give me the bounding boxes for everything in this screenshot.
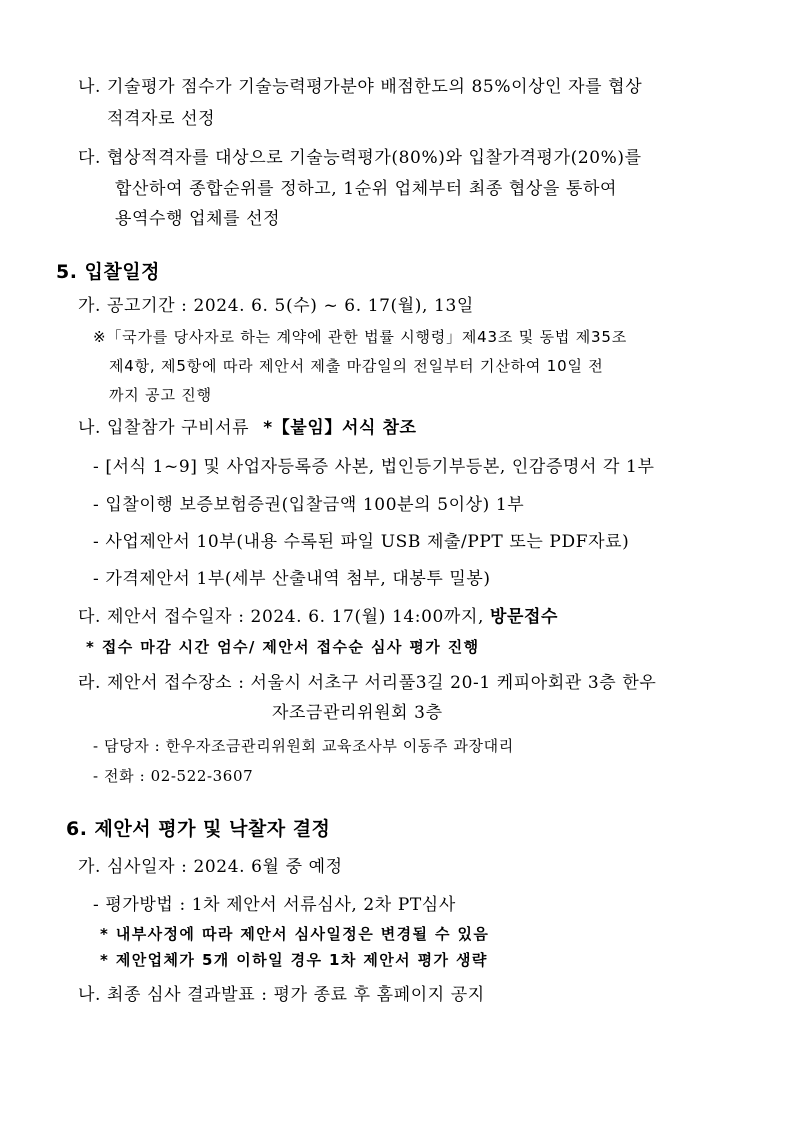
section5-na-ref: *【붙임】서식 참조 — [263, 418, 417, 438]
section5-da-note: * 접수 마감 시간 엄수/ 제안서 접수순 심사 평가 진행 — [86, 638, 480, 656]
section4-na-line2: 적격자로 선정 — [107, 109, 216, 129]
section5-heading: 5. 입찰일정 — [56, 261, 160, 283]
section5-ga-note-line1: ※「국가를 당사자로 하는 계약에 관한 법률 시행령」제43조 및 동법 제35조 — [93, 328, 627, 346]
section6-heading: 6. 제안서 평가 및 낙찰자 결정 — [66, 818, 331, 840]
section4-da-line2: 합산하여 종합순위를 정하고, 1순위 업체부터 최종 협상을 통하여 — [115, 179, 618, 199]
section4-da-line1: 다. 협상적격자를 대상으로 기술능력평가(80%)와 입찰가격평가(20%)를 — [78, 148, 642, 168]
section5-contact: - 담당자 : 한우자조금관리위원회 교육조사부 이동주 과장대리 — [93, 737, 514, 755]
section5-ra-line1: 라. 제안서 접수장소 : 서울시 서초구 서리풀3길 20-1 케피아회관 3층 한우 — [78, 673, 657, 693]
section5-doc-1: - [서식 1~9] 및 사업자등록증 사본, 법인등기부등본, 인감증명서 각 1부 — [93, 457, 655, 477]
section6-ga: 가. 심사일자 : 2024. 6월 중 예정 — [78, 857, 343, 877]
section5-na-label: 나. 입찰참가 구비서류 — [78, 418, 256, 438]
section6-note-2: * 제안업체가 5개 이하일 경우 1차 제안서 평가 생략 — [100, 951, 488, 969]
section5-ga-note-line2: 제4항, 제5항에 따라 제안서 제출 마감일의 전일부터 기산하여 10일 전 — [109, 357, 604, 375]
section4-da-line3: 용역수행 업체를 선정 — [115, 209, 281, 229]
section5-doc-3: - 사업제안서 10부(내용 수록된 파일 USB 제출/PPT 또는 PDF자료) — [93, 532, 630, 552]
section4-na-line1: 나. 기술평가 점수가 기술능력평가분야 배점한도의 85%이상인 자를 협상 — [78, 77, 643, 97]
section5-ga-note-line3: 까지 공고 진행 — [109, 386, 212, 404]
section5-da-bold: 방문접수 — [489, 607, 559, 627]
section5-na-line — [78, 417, 417, 439]
section6-method: - 평가방법 : 1차 제안서 서류심사, 2차 PT심사 — [93, 895, 456, 915]
section5-doc-2: - 입찰이행 보증보험증권(입찰금액 100분의 5이상) 1부 — [93, 495, 525, 515]
section6-na: 나. 최종 심사 결과발표 : 평가 종료 후 홈페이지 공지 — [78, 985, 485, 1005]
section5-da-label: 다. 제안서 접수일자 : 2024. 6. 17(월) 14:00까지, — [78, 607, 490, 627]
section5-phone: - 전화 : 02-522-3607 — [93, 767, 254, 785]
section5-doc-4: - 가격제안서 1부(세부 산출내역 첨부, 대봉투 밀봉) — [93, 569, 491, 589]
section5-ga-period: 가. 공고기간 : 2024. 6. 5(수) ~ 6. 17(월), 13일 — [78, 296, 474, 316]
section6-note-1: * 내부사정에 따라 제안서 심사일정은 변경될 수 있음 — [100, 925, 490, 943]
section5-ra-line2: 자조금관리위원회 3층 — [272, 703, 443, 723]
section5-da-line — [78, 606, 558, 628]
